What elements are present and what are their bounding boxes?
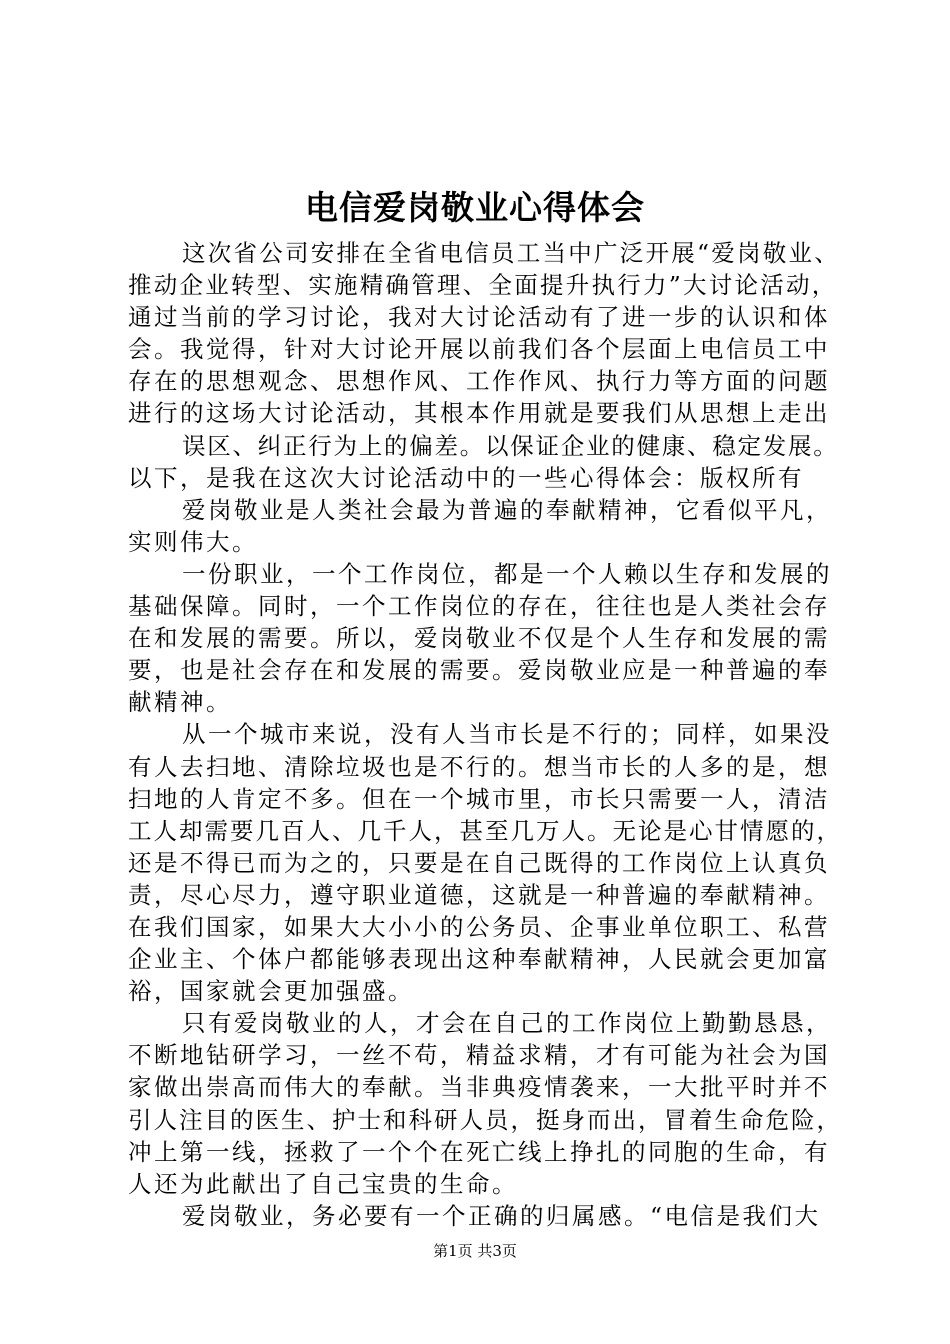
- body-text-line: 进行的这场大讨论活动，其根本作用就是要我们从思想上走出: [128, 399, 830, 428]
- body-text-line: 裕，国家就会更加强盛。: [128, 977, 414, 1006]
- body-text-line: 冲上第一线，拯救了一个个在死亡线上挣扎的同胞的生命，有: [128, 1137, 830, 1166]
- body-text-line: 存在的思想观念、思想作风、工作作风、执行力等方面的问题: [128, 367, 830, 396]
- body-text-line: 还是不得已而为之的，只要是在自己既得的工作岗位上认真负: [128, 848, 830, 877]
- body-text-line: 实则伟大。: [128, 527, 258, 556]
- body-text-line: 通过当前的学习讨论，我对大讨论活动有了进一步的认识和体: [128, 303, 830, 332]
- body-text-line: 以下，是我在这次大讨论活动中的一些心得体会：版权所有: [128, 463, 804, 492]
- body-text-line: 这次省公司安排在全省电信员工当中广泛开展“爱岗敬业、: [182, 239, 841, 267]
- document-body: [128, 237, 844, 1232]
- body-text-line: 推动企业转型、实施精确管理、全面提升执行力”大讨论活动，: [128, 271, 838, 300]
- body-text-line: 扫地的人肯定不多。但在一个城市里，市长只需要一人，清洁: [128, 784, 830, 813]
- document-title: 电信爱岗敬业心得体会: [305, 188, 645, 227]
- page-footer: 第1页 共3页: [433, 1242, 517, 1260]
- body-text-line: 误区、纠正行为上的偏差。以保证企业的健康、稳定发展。: [182, 431, 839, 460]
- body-text-line: 工人却需要几百人、几千人，甚至几万人。无论是心甘情愿的，: [128, 816, 842, 845]
- body-text-line: 企业主、个体户都能够表现出这种奉献精神，人民就会更加富: [128, 945, 830, 974]
- body-text-line: 人还为此献出了自己宝贵的生命。: [128, 1169, 518, 1198]
- body-text-line: 一份职业，一个工作岗位，都是一个人赖以生存和发展的: [182, 559, 832, 588]
- body-text-line: 不断地钻研学习，一丝不苟，精益求精，才有可能为社会为国: [128, 1041, 830, 1070]
- body-text-line: 在我们国家，如果大大小小的公务员、企事业单位职工、私营: [128, 912, 830, 941]
- body-text-line: 献精神。: [128, 688, 232, 717]
- body-text-line: 会。我觉得，针对大讨论开展以前我们各个层面上电信员工中: [128, 335, 830, 364]
- body-text-line: 只有爱岗敬业的人，才会在自己的工作岗位上勤勤恳恳，: [182, 1009, 832, 1038]
- body-text-line: 爱岗敬业是人类社会最为普遍的奉献精神，它看似平凡，: [182, 495, 832, 524]
- body-text-line: 有人去扫地、清除垃圾也是不行的。想当市长的人多的是，想: [128, 752, 830, 781]
- body-text-line: 在和发展的需要。所以，爱岗敬业不仅是个人生存和发展的需: [128, 624, 830, 653]
- body-text-line: 从一个城市来说，没有人当市长是不行的；同样，如果没: [182, 720, 832, 749]
- body-text-line: 爱岗敬业，务必要有一个正确的归属感。“电信是我们大: [182, 1201, 821, 1230]
- body-text-line: 责，尽心尽力，遵守职业道德，这就是一种普遍的奉献精神。: [128, 880, 830, 909]
- body-text-line: 要，也是社会存在和发展的需要。爱岗敬业应是一种普遍的奉: [128, 656, 830, 685]
- body-text-line: 基础保障。同时，一个工作岗位的存在，往往也是人类社会存: [128, 592, 830, 621]
- body-text-line: 家做出崇高而伟大的奉献。当非典疫情袭来，一大批平时并不: [128, 1073, 830, 1102]
- body-text-line: 引人注目的医生、护士和科研人员，挺身而出，冒着生命危险，: [128, 1105, 842, 1134]
